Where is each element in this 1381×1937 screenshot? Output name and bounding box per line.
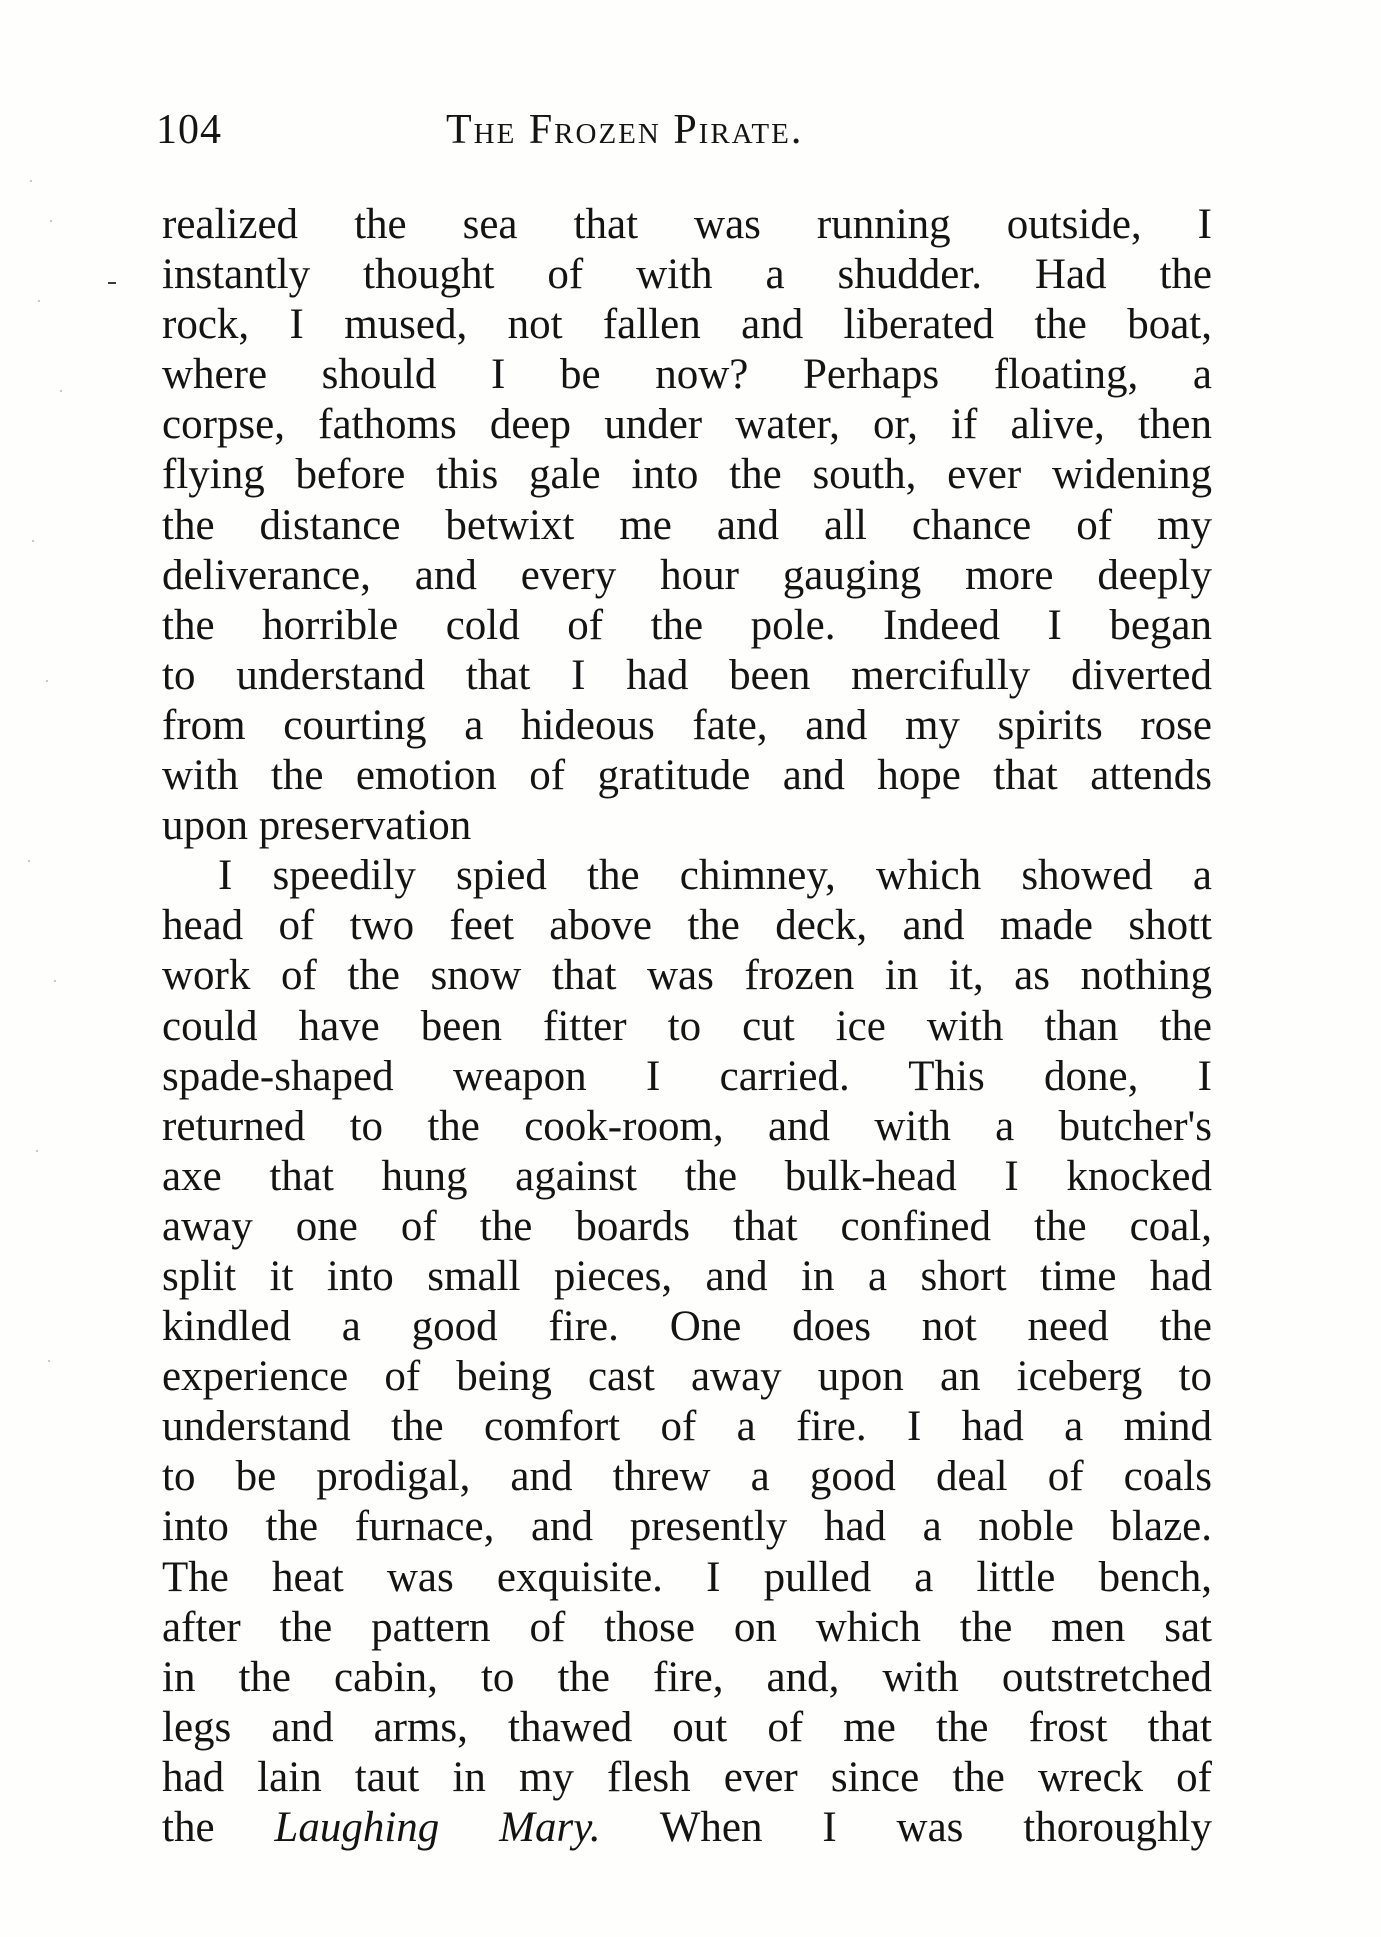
text-line-final [162,1803,1212,1853]
text-line: kindled a good fire. One does not need the [162,1303,1212,1351]
text-line: after the pattern of those on which the men sat [162,1603,1212,1651]
text-line: returned to the cook-room, and with a butcher's [162,1102,1212,1150]
margin-specks [20,160,80,1660]
text-line: axe that hung against the bulk-head I knocked [162,1152,1212,1200]
text-line: the distance betwixt me and all chance of my [162,501,1212,549]
text-line: The heat was exquisite. I pulled a little bench, [162,1553,1212,1601]
text-line: legs and arms, thawed out of me the frost that [162,1703,1212,1751]
running-title: The Frozen Pirate. [446,107,804,153]
text-line: to be prodigal, and threw a good deal of coals [162,1453,1212,1501]
text-line: split it into small pieces, and in a short time had [162,1252,1212,1300]
text-line: the horrible cold of the pole. Indeed I began [162,601,1212,649]
text-line: understand the comfort of a fire. I had a mind [162,1403,1212,1451]
paragraph-1 [162,200,1212,851]
text-line: spade-shaped weapon I carried. This done, I [162,1052,1212,1100]
margin-dash-mark [108,282,116,284]
final-line-end: When I was thoroughly [600,1804,1212,1851]
text-line: rock, I mused, not fallen and liberated the boat, [162,301,1212,349]
text-line: realized the sea that was running outside, I [162,201,1212,248]
text-line: could have been fitter to cut ice with than the [162,1002,1212,1050]
text-line: upon preservation [162,802,472,850]
text-line: head of two feet above the deck, and made shott [162,902,1212,950]
page-number: 104 [156,107,222,153]
text-line: into the furnace, and presently had a noble blaze. [162,1503,1212,1551]
text-line: from courting a hideous fate, and my spirits rose [162,701,1212,749]
text-line: to understand that I had been mercifully diverted [162,651,1212,699]
text-line: in the cabin, to the fire, and, with outstretched [162,1653,1212,1701]
text-line: had lain taut in my flesh ever since the wreck of [162,1753,1212,1801]
ship-name: Laughing Mary. [274,1804,601,1851]
body-text [162,200,1212,1853]
text-line: deliverance, and every hour gauging more deeply [162,551,1212,599]
text-line: instantly thought of with a shudder. Had the [162,251,1212,299]
text-line: flying before this gale into the south, ever widening [162,451,1212,499]
text-line: with the emotion of gratitude and hope that attends [162,752,1212,800]
text-line: I speedily spied the chimney, which showed a [218,852,1212,900]
paragraph-2 [162,851,1212,1853]
text-line: experience of being cast away upon an iceberg to [162,1353,1212,1401]
running-head [156,100,1216,160]
text-line: work of the snow that was frozen in it, as nothing [162,952,1212,1000]
text-line: corpse, fathoms deep under water, or, if alive, then [162,401,1212,449]
text-line: away one of the boards that confined the coal, [162,1202,1212,1250]
text-line: where should I be now? Perhaps floating, a [162,351,1212,399]
final-line-start: the [162,1804,275,1851]
